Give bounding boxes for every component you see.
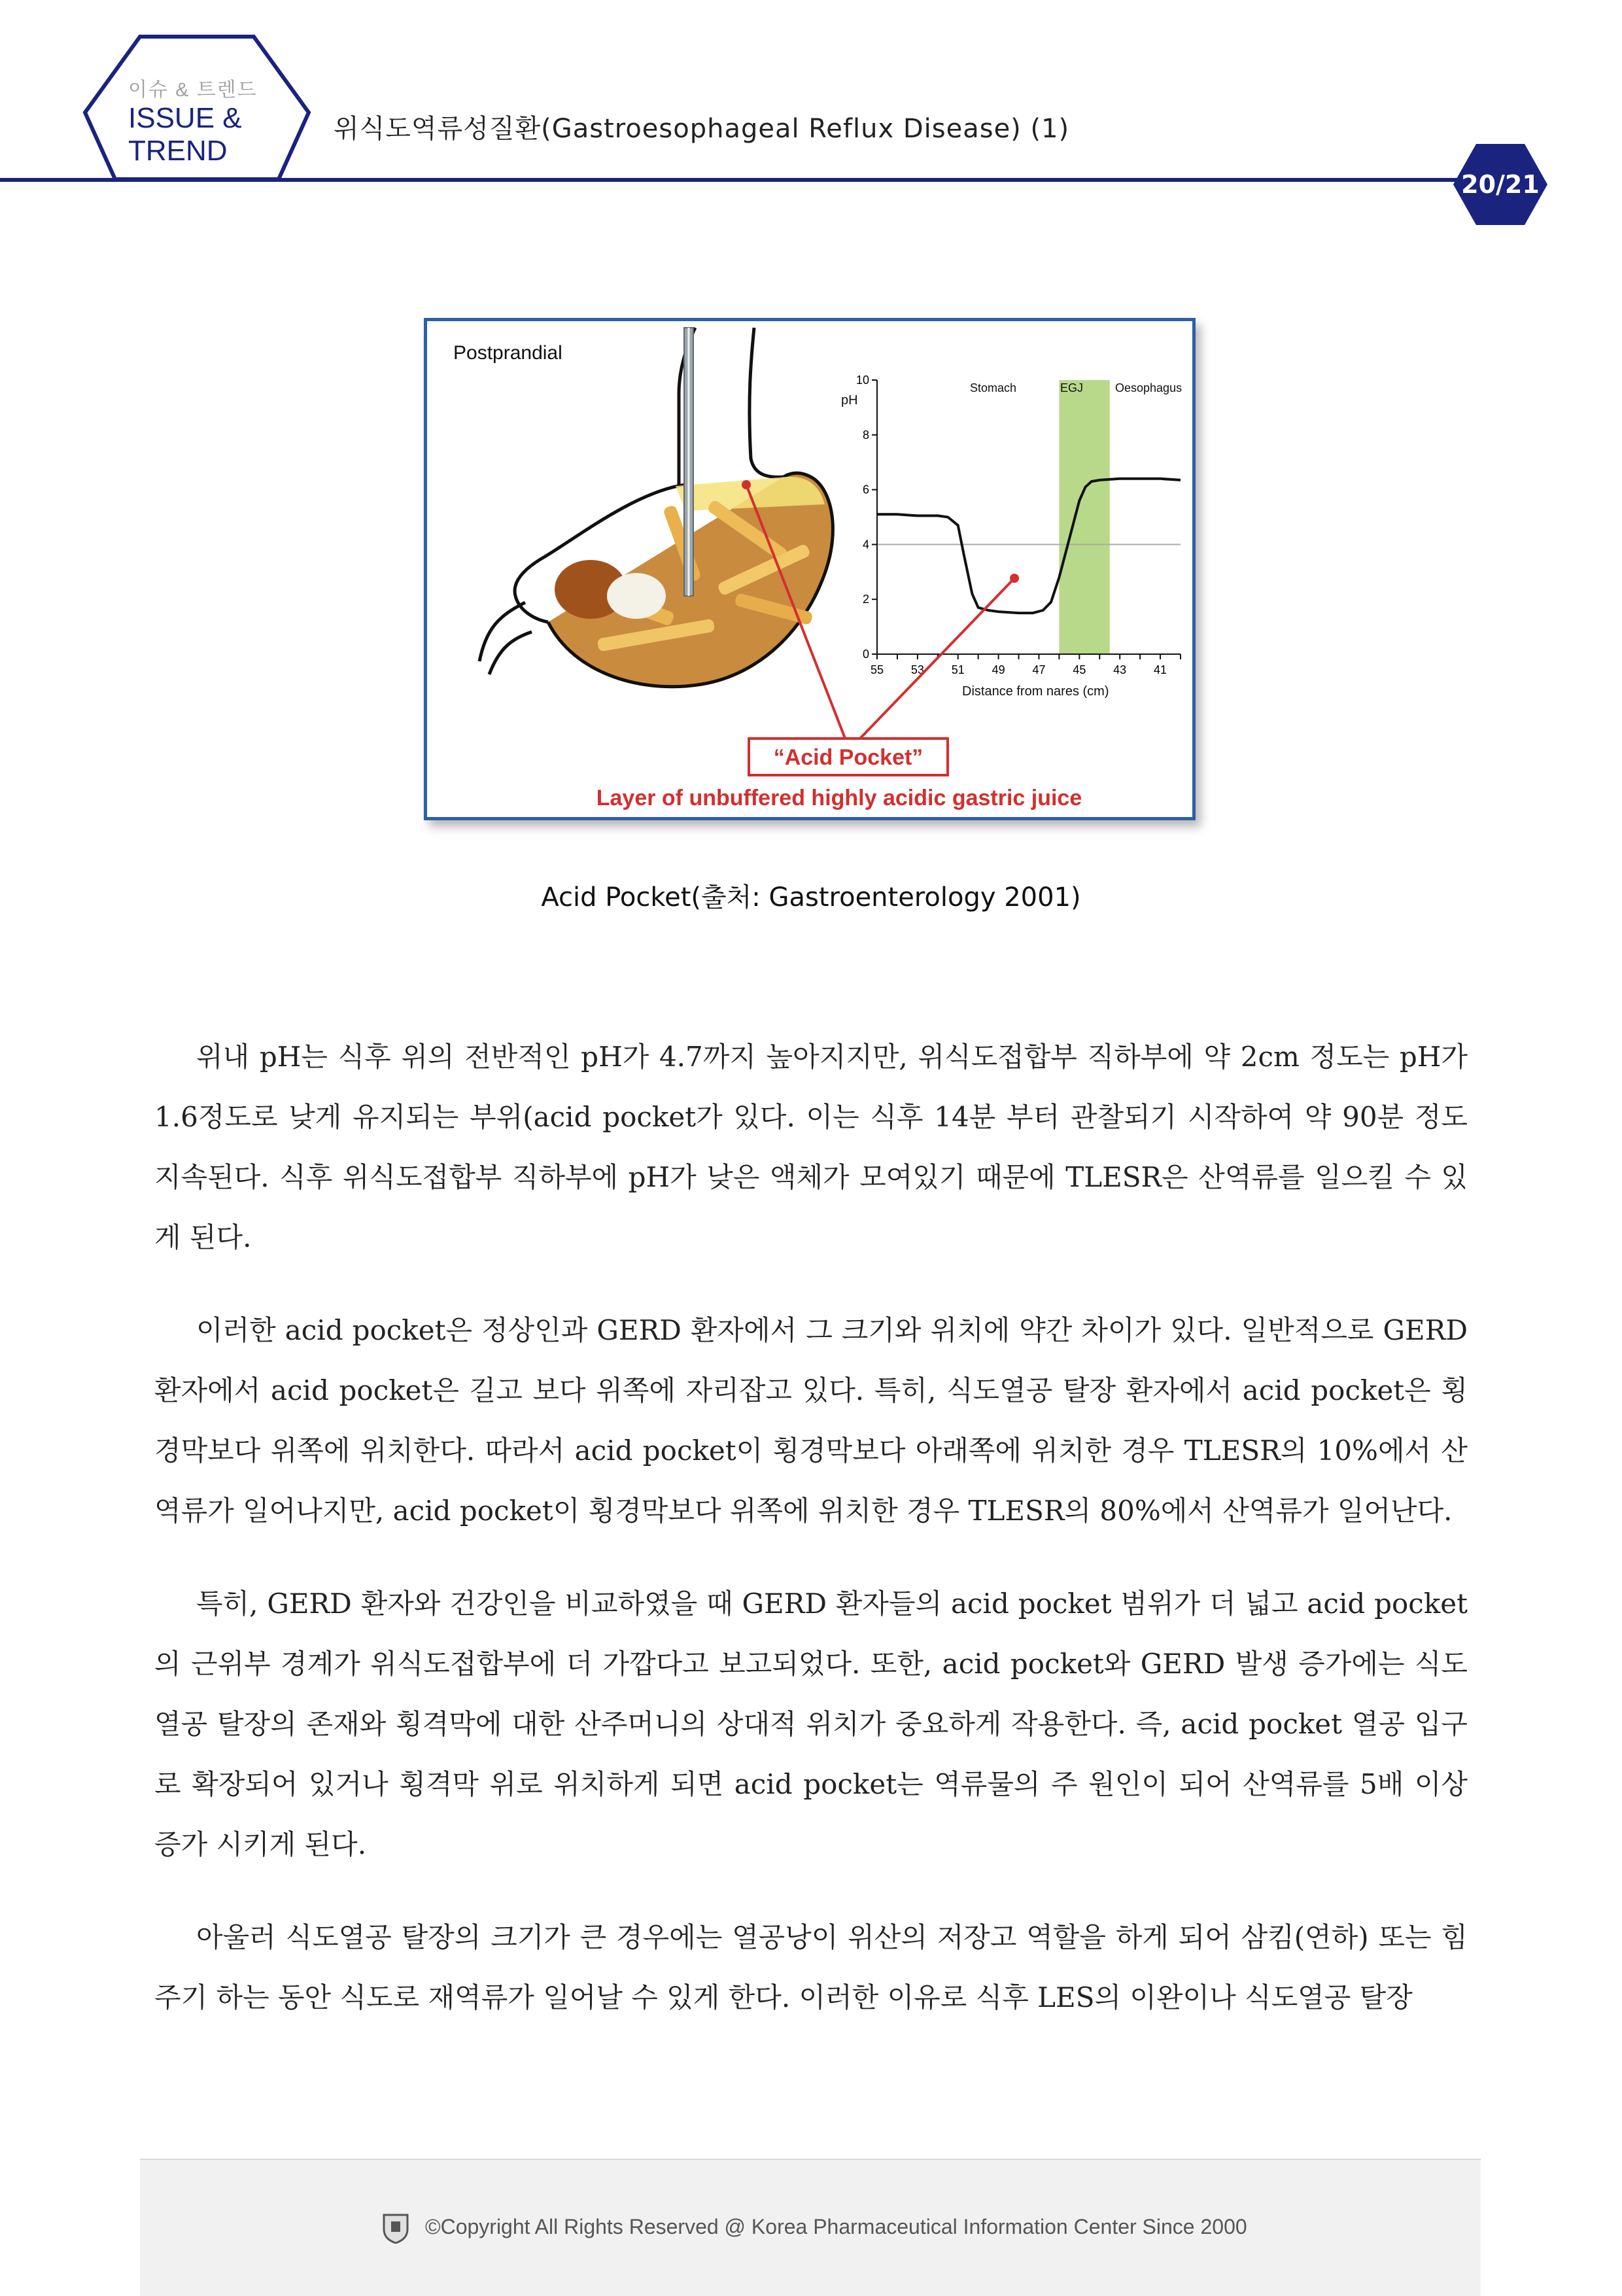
ph-axis-label: pH xyxy=(841,393,858,408)
y-tick-label: 0 xyxy=(862,648,869,661)
article-body xyxy=(154,1027,1468,2061)
y-tick-label: 6 xyxy=(862,483,869,496)
section-en-line1: ISSUE & xyxy=(128,102,242,134)
x-axis-label: Distance from nares (cm) xyxy=(962,684,1109,699)
x-tick-label: 47 xyxy=(1032,663,1046,676)
kpic-shield-icon xyxy=(382,2212,409,2244)
x-tick-label: 51 xyxy=(951,663,965,676)
x-tick-label: 45 xyxy=(1073,663,1086,676)
figure-caption: Acid Pocket(출처: Gastroenterology 2001) xyxy=(541,882,1081,913)
x-tick-label: 55 xyxy=(870,663,884,676)
acid-pocket-subtitle: Layer of unbuffered highly acidic gastric juice xyxy=(596,786,1082,810)
section-en-line2: TREND xyxy=(128,135,228,167)
paragraph-4: 아울러 식도열공 탈장의 크기가 큰 경우에는 열공낭이 위산의 저장고 역할을 하게 되어 삼킴(연하) 또는 힘주기 하는 동안 식도로 재역류가 일어날 수 있게 한다. 이러한 이유로 식후 LES의 이완이나 식도열공 탈장 xyxy=(154,1921,1468,2013)
paragraph-3: 특히, GERD 환자와 건강인을 비교하였을 때 GERD 환자들의 acid pocket 범위가 더 넓고 acid pocket의 근위부 경계가 위식도접합부에 더 가깝다고 보고되었다. 또한, acid pocket와 GERD 발생 증가에는 식도열공 탈장의 존재와 횡격막에 대한 산주머니의 상대적 위치가 중요하게 작용한다. 즉, acid pocket 열공 입구로 확장되어 있거나 횡격막 위로 위치하게 되면 acid pocket는 역류물의 주 원인이 되어 산역류를 5배 이상 증가 시키게 된다. xyxy=(154,1588,1468,1860)
y-tick-label: 2 xyxy=(862,593,869,606)
page-title: 위식도역류성질환(Gastroesophageal Reflux Disease) (1) xyxy=(334,114,1070,144)
stomach-illustration xyxy=(453,328,833,687)
figure-canvas xyxy=(427,321,1192,817)
y-tick-label: 4 xyxy=(862,538,869,551)
oesophagus-label: Oesophagus xyxy=(1115,381,1182,394)
x-tick-label: 43 xyxy=(1113,663,1127,676)
x-tick-label: 49 xyxy=(992,663,1005,676)
y-tick-label: 8 xyxy=(862,428,869,442)
paragraph-2: 이러한 acid pocket은 정상인과 GERD 환자에서 그 크기와 위치에 약간 차이가 있다. 일반적으로 GERD 환자에서 acid pocket은 길고 보다 위쪽에 자리잡고 있다. 특히, 식도열공 탈장 환자에서 acid pocket은 횡경막보다 위쪽에 위치한다. 따라서 acid pocket이 횡경막보다 아래쪽에 위치한 경우 TLESR의 10%에서 산역류가 일어나지만, acid pocket이 횡경막보다 위쪽에 위치한 경우 TLESR의 80%에서 산역류가 일어난다. xyxy=(154,1314,1468,1527)
ph-series-line xyxy=(877,479,1181,613)
y-tick-label: 10 xyxy=(855,374,869,387)
footer xyxy=(140,2159,1481,2296)
x-tick-label: 41 xyxy=(1154,663,1167,676)
egj-band xyxy=(1059,380,1109,654)
y-ticks xyxy=(856,374,877,661)
postprandial-label: Postprandial xyxy=(453,342,562,364)
paragraph-1: 위내 pH는 식후 위의 전반적인 pH가 4.7까지 높아지지만, 위식도접합부 직하부에 약 2cm 정도는 pH가 1.6정도로 낮게 유지되는 부위(acid pocket가 있다. 이는 식후 14분 부터 관찰되기 시작하여 약 90분 정도 지속된다. 식후 위식도접합부 직하부에 pH가 낮은 액체가 모여있기 때문에 TLESR은 산역류를 일으킬 수 있게 된다. xyxy=(154,1041,1468,1253)
egj-label: EGJ xyxy=(1060,381,1084,394)
page-number: 20/21 xyxy=(1461,170,1540,199)
x-ticks xyxy=(871,654,1181,676)
section-kor: 이슈 & 트렌드 xyxy=(128,79,258,101)
issue-trend-label xyxy=(128,73,298,167)
acid-pocket-figure xyxy=(424,318,1196,820)
copyright-text: ©Copyright All Rights Reserved @ Korea Pharmaceutical Information Center Since 2000 xyxy=(425,2215,1247,2238)
stomach-label: Stomach xyxy=(970,381,1017,394)
ph-chart xyxy=(841,374,1182,699)
x-tick-label: 53 xyxy=(910,663,924,676)
acid-pocket-title: “Acid Pocket” xyxy=(773,745,923,770)
